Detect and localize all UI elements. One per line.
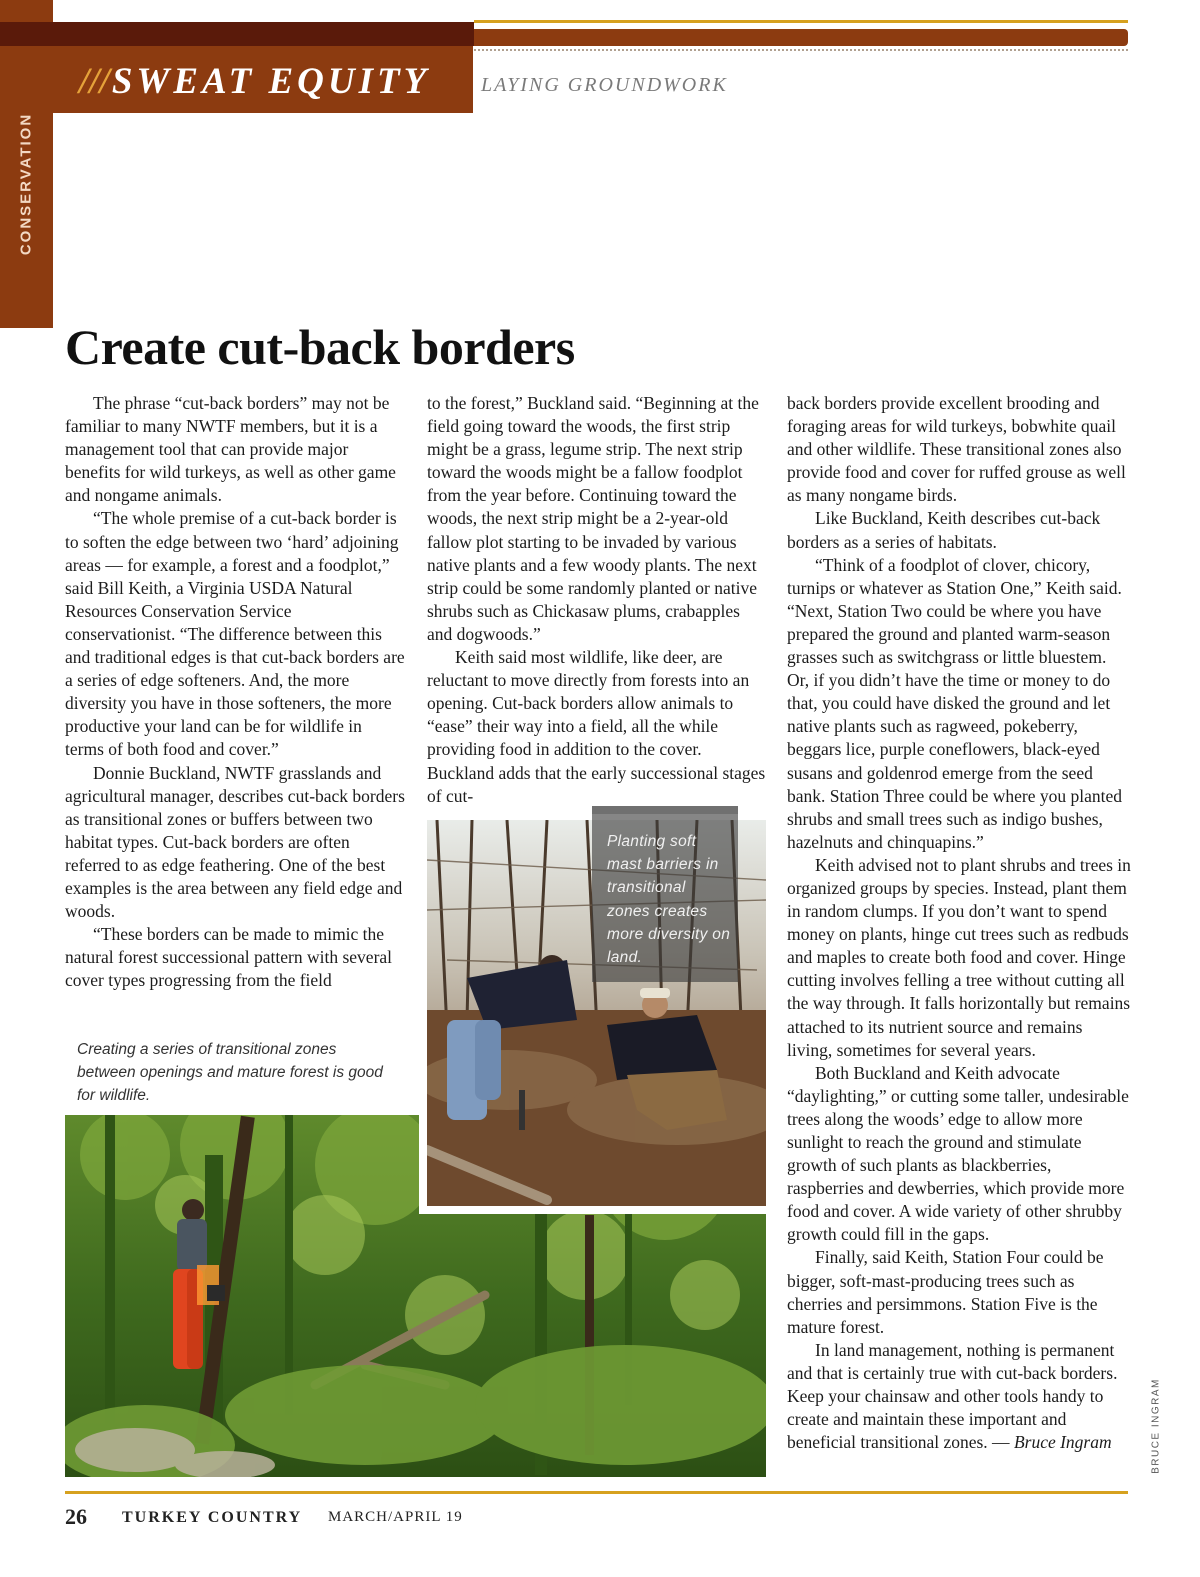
page-number: 26 [65, 1504, 87, 1529]
section-title [79, 60, 430, 103]
section-slashes: /// [79, 61, 110, 102]
paragraph: Donnie Buckland, NWTF grasslands and agricultural manager, describes cut-back borders as transitional zones or buffers between two habitat types. Cut-back borders are often referred to as edge feathering. One of the best examples is the area between any field edge and woods. [65, 762, 405, 922]
magazine-name: TURKEY COUNTRY [122, 1509, 303, 1526]
final-text: In land management, nothing is permanent and that is certainly true with cut-back borders. Keep your chainsaw and other tools handy to create and maintain these important and beneficial transitional zones. — [787, 1339, 1118, 1453]
article-headline: Create cut-back borders [65, 319, 575, 375]
byline: Bruce Ingram [1013, 1432, 1112, 1453]
paragraph-continued: to the forest,” Buckland said. “Beginning at the field going toward the woods, the first strip might be a grass, legume strip. The next strip toward the woods might be a fallow foodplot from the year before. Continuing toward the woods, the next strip might be a 2-year-old fallow plot starting to be invaded by various native plants and a few woody plants. The next strip could be some randomly planted or native shrubs such as Chickasaw plums, crabapples and dogwoods.” [427, 393, 759, 644]
side-tab-label: CONSERVATION [17, 112, 35, 256]
paragraph: Keith advised not to plant shrubs and trees in organized groups by species. Instead, plant them in random clumps. If you don’t want to spend money on plants, hinge cut trees such as redbuds and maples to create both food and cover. Hinge cutting involves felling a tree without cutting all the way through. It falls horizontally but remains attached to its nutrient source and remains living, sometimes for several years. [787, 854, 1131, 1060]
photo-credit: BRUCE INGRAM [1150, 1378, 1162, 1474]
paragraph-final [787, 1339, 1132, 1454]
paragraph-continued: back borders provide excellent brooding and foraging areas for wild turkeys, bobwhite quail and other wildlife. These transitional zones also provide food and cover for ruffed grouse as well as many nongame birds. [787, 393, 1126, 506]
article-column-3 [787, 392, 1132, 1454]
top-band-brown-line [474, 29, 1128, 46]
paragraph: The phrase “cut-back borders” may not be familiar to many NWTF members, but it is a management tool that can provide major benefits for wild turkeys, as well as other game and nongame animals. [65, 393, 396, 506]
top-band-dark [0, 22, 474, 46]
section-header [53, 46, 473, 113]
side-tab-label-wrap [0, 112, 53, 256]
paragraph: “These borders can be made to mimic the natural forest successional pattern with several cover types progressing from the field [65, 924, 393, 991]
paragraph: Both Buckland and Keith advocate “daylighting,” or cutting some taller, undesirable trees along the woods’ edge to allow more sunlight to reach the ground and stimulate growth of such plants as blackberries, raspberries and dewberries, which provide more food and cover. A wide variety of other shrubby growth could fill in the gaps. [787, 1062, 1129, 1245]
paragraph: “Think of a foodplot of clover, chicory, turnips or whatever as Station One,” Keith said. “Next, Station Two could be where you have prepared the ground and planted warm-season grasses such as switchgrass or little bluestem. Or, if you didn’t have the time or money to do that, you could have disked the ground and let native plants such as ragweed, pokeberry, beggars lice, purple coneflowers, black-eyed susans and goldenrod emerge from the seed bank. Station Three could be where you planted shrubs and small trees such as indigo bushes, hazelnuts and chinquapins.” [787, 554, 1122, 852]
article-column-1 [65, 392, 405, 992]
top-band-dotted-rule [474, 49, 1128, 51]
article-column-2 [427, 392, 767, 808]
section-title-text: SWEAT EQUITY [111, 61, 431, 102]
footer-rule [65, 1491, 1128, 1494]
issue-date: MARCH/APRIL 19 [328, 1509, 463, 1525]
paragraph: Keith said most wildlife, like deer, are reluctant to move directly from forests into an opening. Cut-back borders allow animals to “ease” their way into a field, all the while providing food in addition to the cover. Buckland adds that the early successional stages of cut- [427, 647, 766, 806]
photo-credit-wrap [1149, 1380, 1163, 1472]
paragraph: Finally, said Keith, Station Four could be bigger, soft-mast-producing trees such as cherries and persimmons. Station Five is the mature forest. [787, 1247, 1104, 1337]
photo-caption-main: Creating a series of transitional zones between openings and mature forest is good for wildlife. [77, 1041, 383, 1104]
top-band-gold-line [474, 20, 1128, 23]
photo-caption-inset: Planting soft mast barriers in transitional zones creates more diversity on land. [607, 833, 731, 967]
photo-caption-overlay [592, 806, 738, 982]
paragraph: Like Buckland, Keith describes cut-back borders as a series of habitats. [787, 508, 1101, 552]
section-subtitle: LAYING GROUNDWORK [481, 74, 728, 96]
paragraph: “The whole premise of a cut-back border is to soften the edge between two ‘hard’ adjoining areas — for example, a forest and a foodplot,” said Bill Keith, a Virginia USDA Natural Resources Conservation Service conservationist. “The difference between this and traditional edges is that cut-back borders are a series of edge softeners. And, the more diversity you have in those softeners, the more productive your land can be for wildlife in terms of both food and cover.” [65, 508, 405, 760]
